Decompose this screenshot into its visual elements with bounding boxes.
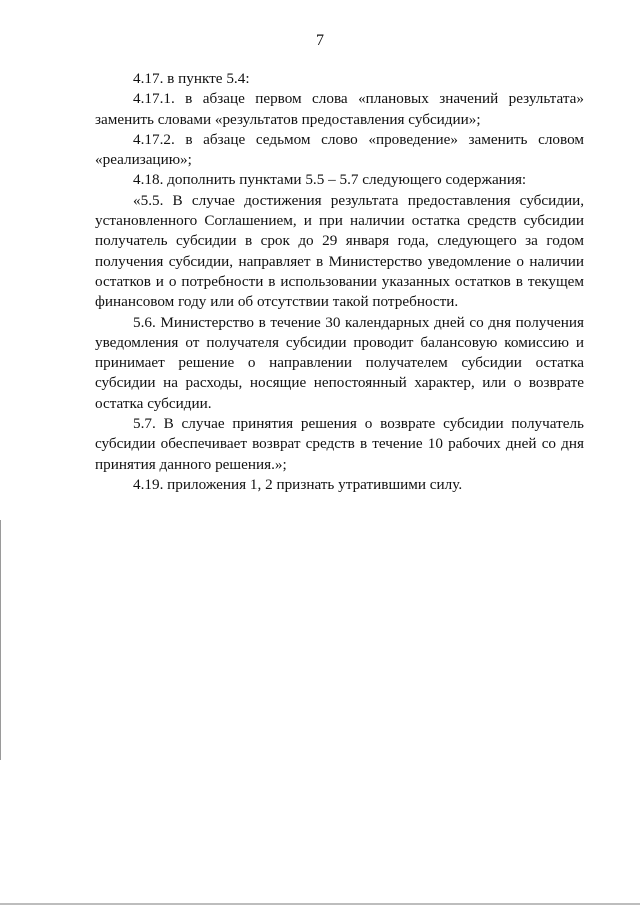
paragraph-5-7: 5.7. В случае принятия решения о возврате субсидии получатель субсидии обеспечивает возврат средств в течение 10 рабочих дней со дня принятия данного решения.»;	[95, 415, 584, 473]
document-body	[95, 69, 584, 495]
paragraph-4-17: 4.17. в пункте 5.4:	[133, 70, 250, 87]
paragraph-4-18: 4.18. дополнить пунктами 5.5 – 5.7 следующего содержания:	[133, 171, 527, 189]
paragraph-4-17-2: 4.17.2. в абзаце седьмом слово «проведение» заменить словом «реализацию»;	[95, 130, 584, 169]
paragraph-4-19: 4.19. приложения 1, 2 признать утратившими силу.	[133, 475, 463, 493]
paragraph-5-6: 5.6. Министерство в течение 30 календарных дней со дня получения уведомления от получателя субсидии проводит балансовую комиссию и принимает решение о направлении получателем субсидии остатка субсидии на расходы, носящие непостоянный характер, или о возврате остатка субсидии.	[95, 313, 584, 412]
paragraph-5-5: «5.5. В случае достижения результата предоставления субсидии, установленного Соглашением, и при наличии остатка средств субсидии получатель субсидии в срок до 29 января года, следующего за годом получения субсидии, направляет в Министерство уведомление о наличии остатков и о потребности в использовании указанных остатков в текущем финансовом году или об отсутствии такой потребности.	[95, 191, 584, 311]
page-number: 7	[316, 32, 324, 49]
paragraph-4-17-1: 4.17.1. в абзаце первом слова «плановых значений результата» заменить словами «результатов предоставления субсидии»;	[95, 90, 584, 128]
scan-left-edge	[0, 520, 1, 760]
